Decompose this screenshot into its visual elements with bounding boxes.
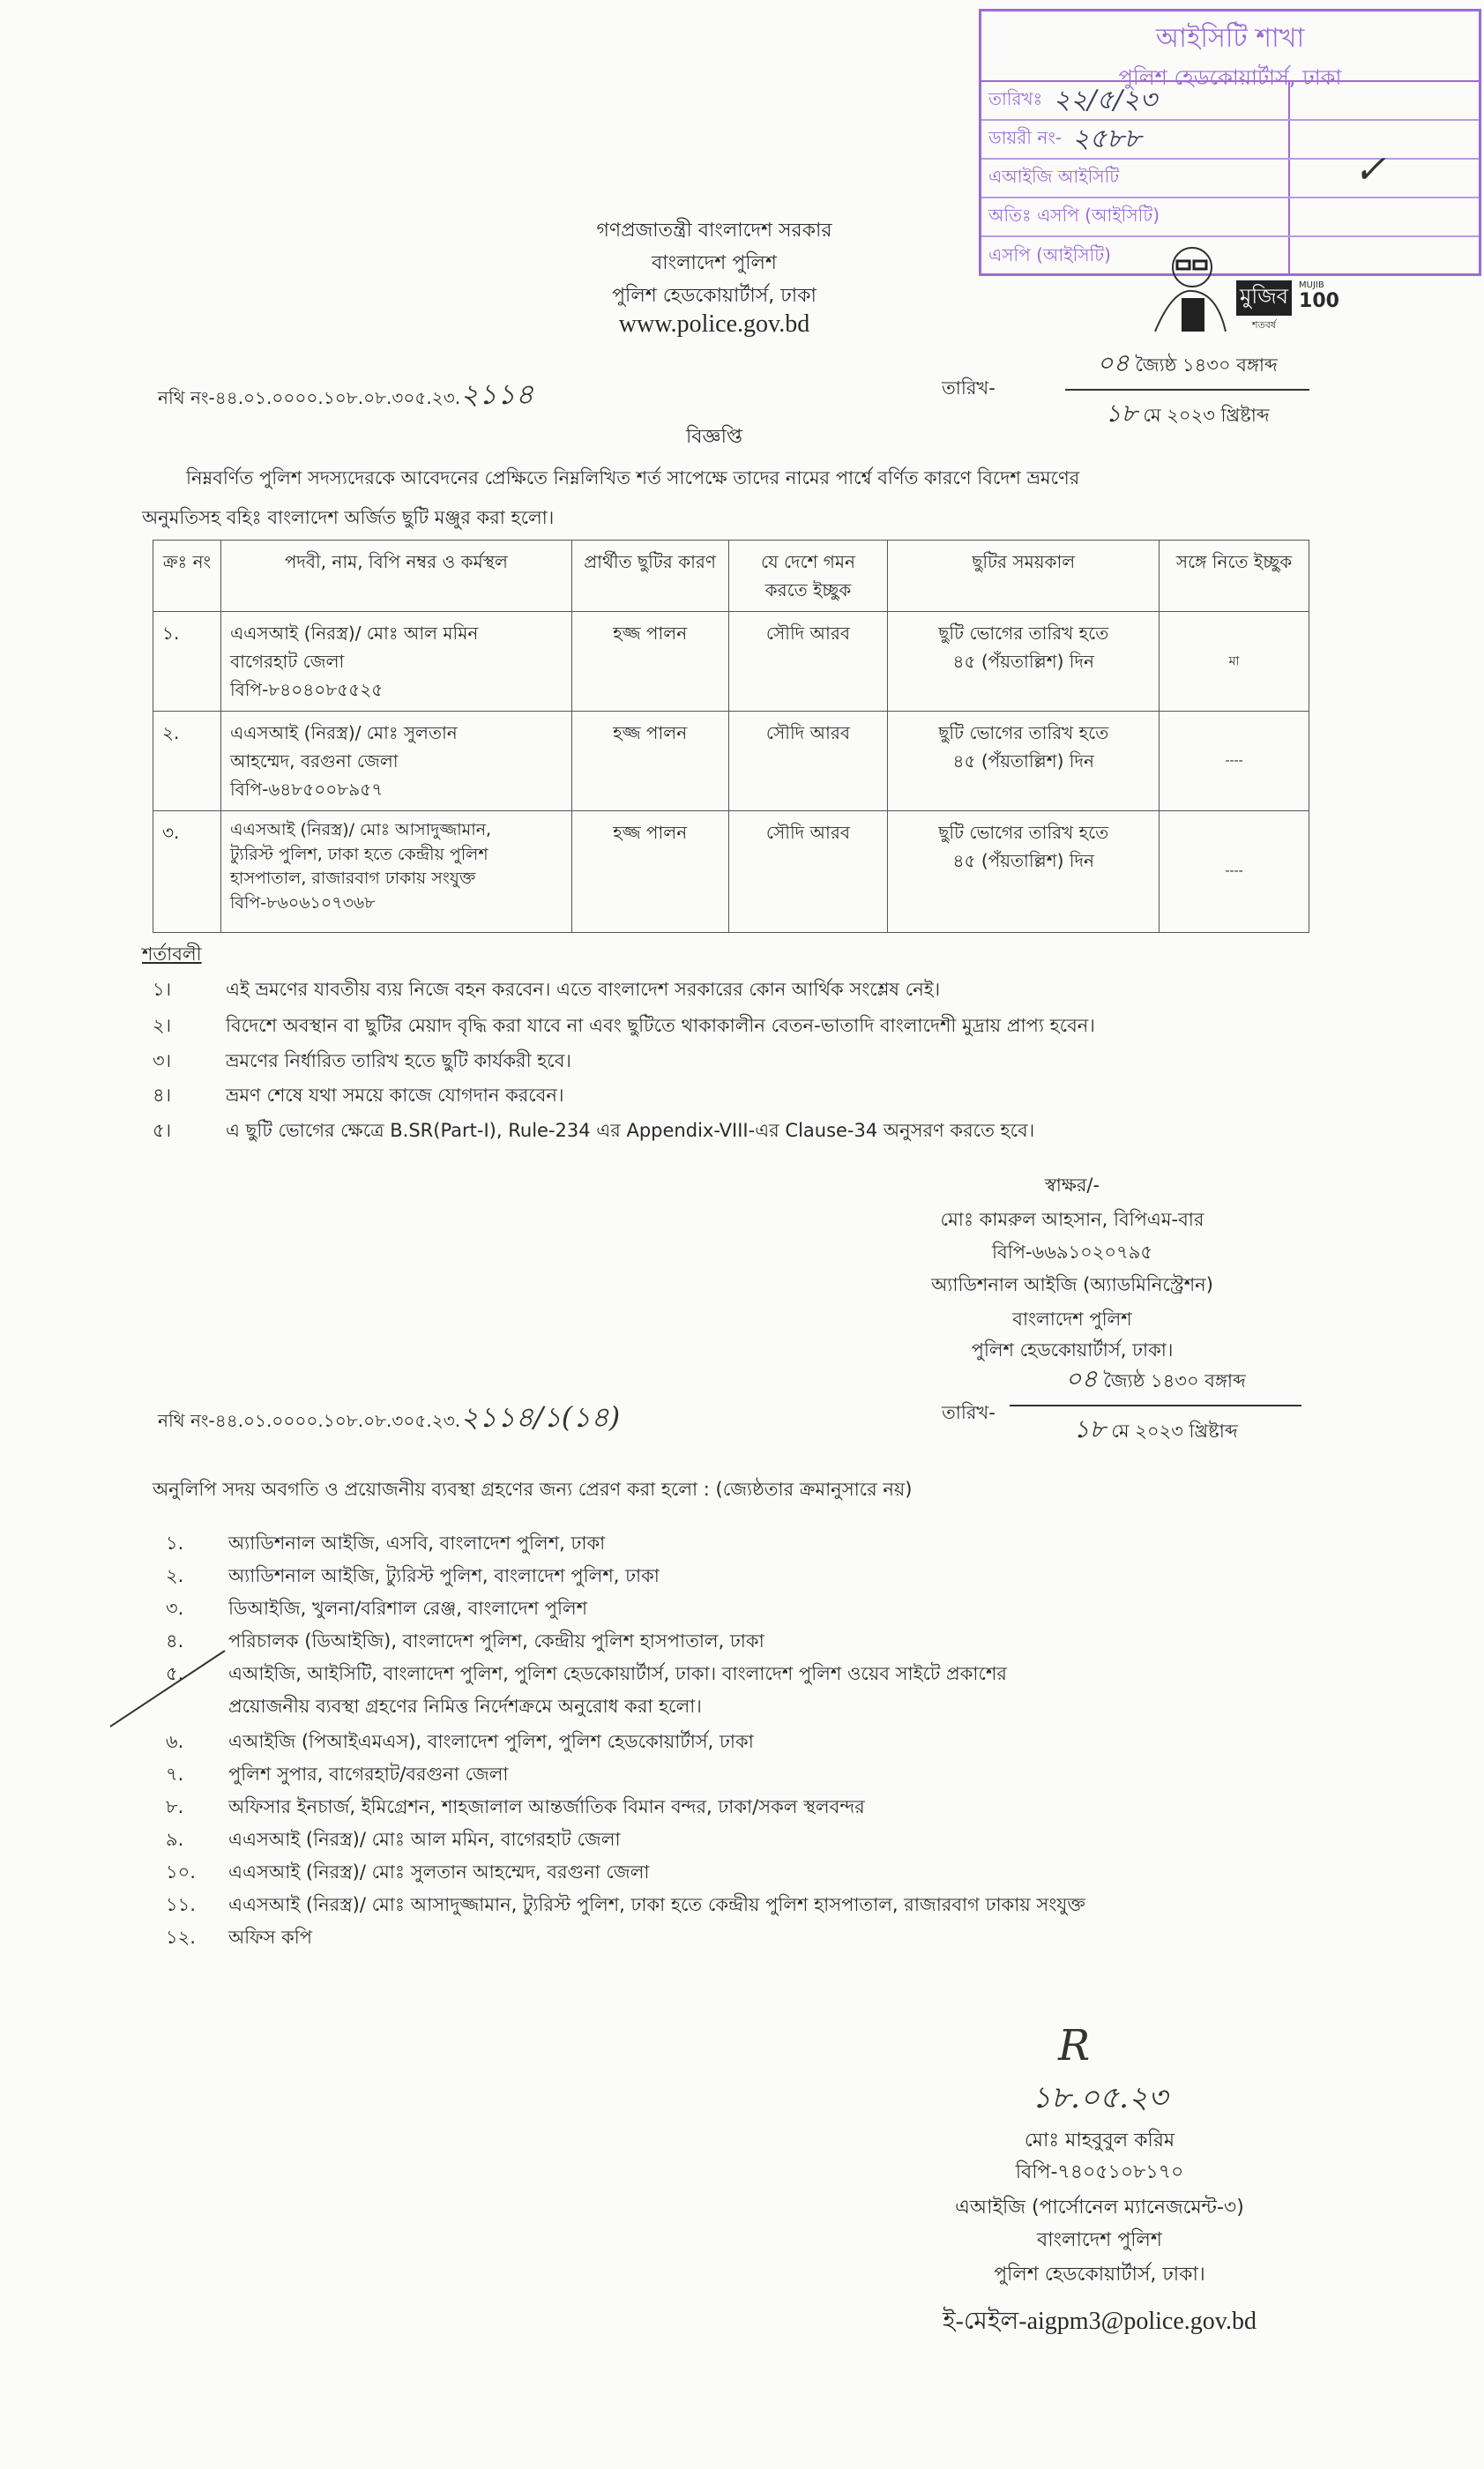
cell-reason: হজ্জ পালন — [571, 811, 728, 933]
condition-text: ভ্রমণের নির্ধারিত তারিখ হতে ছুটি কার্যকরী হবে। — [226, 1050, 571, 1071]
signatory-email[interactable]: ই-মেইল-aigpm3@police.gov.bd — [943, 2308, 1257, 2335]
stamp-handwritten-value: ২২/৫/২৩ — [1053, 85, 1158, 116]
signatory-name: মোঃ মাহবুবুল করিম — [1024, 2130, 1175, 2152]
date-gregorian: মে ২০২৩ খ্রিষ্টাব্দ — [1111, 1421, 1238, 1442]
signature-line: স্বাক্ষর/- — [1044, 1175, 1100, 1196]
copy-item-number: ৫. — [166, 1663, 184, 1684]
leave-table — [153, 540, 1309, 933]
table-row — [153, 712, 1309, 811]
col-header: ক্রঃ নং — [153, 541, 221, 612]
conditions-title: শর্তাবলী — [142, 944, 202, 965]
stamp-label: ডায়রী নং- — [988, 126, 1063, 148]
copy-item-number: ১. — [166, 1533, 184, 1554]
handwritten-initial: R — [1058, 2021, 1091, 2070]
cell-country: সৌদি আরব — [728, 612, 888, 712]
copy-item-text: এআইজি, আইসিটি, বাংলাদেশ পুলিশ, পুলিশ হেডকোয়ার্টার্স, ঢাকা। বাংলাদেশ পুলিশ ওয়েব সাইটে প্রকাশের — [228, 1663, 1007, 1684]
person-line: এএসআই (নিরস্ত্র)/ মোঃ আল মমিন — [229, 623, 479, 644]
handwritten-day: ১৮ — [1105, 399, 1137, 428]
copy-item-number: ৭. — [166, 1764, 184, 1785]
memo2-reference — [158, 1395, 620, 1443]
header-website: www.police.gov.bd — [618, 310, 810, 338]
notice-title: বিজ্ঞপ্তি — [686, 426, 742, 448]
signatory-org: বাংলাদেশ পুলিশ — [1012, 1309, 1132, 1330]
memo-date — [1065, 344, 1309, 436]
person-line: আহম্মেদ, বরগুনা জেলা — [229, 750, 399, 772]
copy-item-text: এএসআই (নিরস্ত্র)/ মোঃ আসাদুজ্জামান, ট্যুরিস্ট পুলিশ, ঢাকা হতে কেন্দ্রীয় পুলিশ হাসপাতাল, রাজারবাগ ঢাকায় সংযুক্ত — [228, 1894, 1085, 1915]
cell-country: সৌদি আরব — [728, 712, 888, 811]
handwritten-day: ০৪ — [1065, 1364, 1098, 1393]
copy-item-text: পরিচালক (ডিআইজি), বাংলাদেশ পুলিশ, কেন্দ্রীয় পুলিশ হাসপাতাল, ঢাকা — [228, 1630, 764, 1652]
handwritten-number: ২১১৪/১(১৪) — [460, 1400, 621, 1434]
table-header-row — [153, 541, 1309, 612]
handwritten-day: ১৮ — [1073, 1414, 1106, 1443]
cell-person — [220, 811, 571, 933]
copy-item-number: ৯. — [166, 1829, 184, 1850]
logo-text: মুজিব — [1236, 280, 1292, 316]
cell-companion: ---- — [1160, 712, 1309, 811]
condition-number: ৩। — [153, 1050, 172, 1071]
cell-period — [888, 612, 1160, 712]
copy-item-number: ২. — [166, 1565, 184, 1586]
condition-number: ১। — [153, 979, 172, 1000]
copy-item-text-cont: প্রয়োজনীয় ব্যবস্থা গ্রহণের নিমিত্ত নির্দেশক্রমে অনুরোধ করা হলো। — [228, 1696, 702, 1717]
copy-item-number: ৪. — [166, 1630, 184, 1652]
signatory-office: পুলিশ হেডকোয়ার্টার্স, ঢাকা। — [994, 2264, 1205, 2286]
condition-text: এ ছুটি ভোগের ক্ষেত্রে B.SR(Part-I), Rule-234 এর Appendix-VIII-এর Clause-34 অনুসরণ করতে হবে। — [226, 1120, 1035, 1141]
stamp-label: তারিখঃ — [988, 87, 1043, 109]
copy-item-number: ১২. — [166, 1927, 196, 1948]
header-police: বাংলাদেশ পুলিশ — [652, 252, 777, 274]
signatory-designation: এআইজি (পার্সোনেল ম্যানেজমেন্ট-৩) — [955, 2197, 1244, 2219]
period-line: ছুটি ভোগের তারিখ হতে — [938, 722, 1109, 743]
cell-reason: হজ্জ পালন — [571, 612, 728, 712]
cell-companion: মা — [1160, 612, 1309, 712]
handwritten-number: ২১১৪ — [460, 377, 534, 411]
portrait-icon — [1137, 236, 1234, 333]
notice-paragraph-line2: অনুমতিসহ বহিঃ বাংলাদেশ অর্জিত ছুটি মঞ্জুর করা হলো। — [142, 507, 555, 528]
copy-item-text: অ্যাডিশনাল আইজি, এসবি, বাংলাদেশ পুলিশ, ঢাকা — [228, 1533, 606, 1554]
stamp-label: এসপি (আইসিটি) — [988, 243, 1111, 265]
handwritten-day: ০৪ — [1097, 348, 1130, 377]
memo2-date — [1010, 1360, 1301, 1451]
condition-text: এই ভ্রমণের যাবতীয় ব্যয় নিজে বহন করবেন। এতে বাংলাদেশ সরকারের কোন আর্থিক সংশ্লেষ নেই। — [226, 979, 941, 1000]
col-header: সঙ্গে নিতে ইচ্ছুক — [1160, 541, 1309, 612]
copy-item-number: ৬. — [166, 1731, 184, 1752]
handwritten-date: ১৮.০৫.২৩ — [1032, 2080, 1168, 2115]
cell-period — [888, 712, 1160, 811]
copy-item-text: এআইজি (পিআইএমএস), বাংলাদেশ পুলিশ, পুলিশ হেডকোয়ার্টার্স, ঢাকা — [228, 1731, 754, 1752]
stamp-title: আইসিটি শাখা — [1155, 23, 1305, 54]
logo-en: MUJIB — [1299, 280, 1324, 290]
signatory-bp: বিপি-৬৬৯১০২০৭৯৫ — [992, 1242, 1152, 1263]
date-label: তারিখ- — [942, 1402, 996, 1423]
person-line: হাসপাতাল, রাজারবাগ ঢাকায় সংযুক্ত — [229, 869, 476, 889]
copy-intro: অনুলিপি সদয় অবগতি ও প্রয়োজনীয় ব্যবস্থা গ্রহণের জন্য প্রেরণ করা হলো : (জ্যেষ্ঠতার ক্রমানুসারে নয়) — [153, 1479, 913, 1500]
signatory-bp: বিপি-৭৪০৫১০৮১৭০ — [1015, 2161, 1184, 2183]
cell-reason: হজ্জ পালন — [571, 712, 728, 811]
copy-item-number: ৮. — [166, 1796, 184, 1817]
period-line: ৪৫ (পঁয়তাল্লিশ) দিন — [952, 750, 1094, 772]
condition-text: বিদেশে অবস্থান বা ছুটির মেয়াদ বৃদ্ধি করা যাবে না এবং ছুটিতে থাকাকালীন বেতন-ভাতাদি বাংলাদেশী মুদ্রায় প্রাপ্য হবেন। — [226, 1015, 1095, 1036]
person-line: ট্যুরিস্ট পুলিশ, ঢাকা হতে কেন্দ্রীয় পুলিশ — [229, 844, 488, 864]
col-header: প্রার্থীত ছুটির কারণ — [571, 541, 728, 612]
date-bangla: জ্যৈষ্ঠ ১৪৩০ বঙ্গাব্দ — [1103, 1370, 1246, 1391]
header-government: গণপ্রজাতন্ত্রী বাংলাদেশ সরকার — [596, 220, 832, 242]
period-line: ছুটি ভোগের তারিখ হতে — [938, 623, 1109, 644]
col-header: ছুটির সময়কাল — [888, 541, 1160, 612]
cell-sl: ২. — [153, 712, 221, 811]
cell-sl: ৩. — [153, 811, 221, 933]
copy-item-text: এএসআই (নিরস্ত্র)/ মোঃ আল মমিন, বাগেরহাট জেলা — [228, 1829, 621, 1850]
cell-person — [220, 712, 571, 811]
memo-reference — [158, 372, 533, 420]
condition-number: ৪। — [153, 1085, 172, 1106]
signatory-name: মোঃ কামরুল আহসান, বিপিএম-বার — [940, 1209, 1204, 1230]
cell-sl: ১. — [153, 612, 221, 712]
copy-item-number: ১০. — [166, 1861, 196, 1883]
signatory-designation: অ্যাডিশনাল আইজি (অ্যাডমিনিস্ট্রেশন) — [931, 1274, 1213, 1295]
col-header: যে দেশে গমন করতে ইচ্ছুক — [728, 541, 888, 612]
copy-item-text: অফিসার ইনচার্জ, ইমিগ্রেশন, শাহজালাল আন্তর্জাতিক বিমান বন্দর, ঢাকা/সকল স্থলবন্দর — [228, 1796, 865, 1817]
pen-stroke-mark — [106, 1649, 229, 1728]
person-line: বিপি-৮৪০৪০৮৫৫২৫ — [229, 679, 384, 700]
stamp-handwritten-value: ২৫৮৮ — [1072, 123, 1142, 154]
cell-country: সৌদি আরব — [728, 811, 888, 933]
table-row — [153, 612, 1309, 712]
copy-item-number: ১১. — [166, 1894, 196, 1915]
copy-item-number: ৩. — [166, 1598, 184, 1619]
copy-item-text: অ্যাডিশনাল আইজি, ট্যুরিস্ট পুলিশ, বাংলাদেশ পুলিশ, ঢাকা — [228, 1565, 660, 1586]
col-header: পদবী, নাম, বিপি নম্বর ও কর্মস্থল — [220, 541, 571, 612]
date-label: তারিখ- — [942, 377, 996, 399]
stamp-label: অতিঃ এসপি (আইসিটি) — [988, 204, 1160, 226]
reference-number: নথি নং-৪৪.০১.০০০০.১০৮.০৮.৩০৫.২৩. — [158, 387, 461, 408]
period-line: ৪৫ (পঁয়তাল্লিশ) দিন — [952, 850, 1094, 871]
person-line: বাগেরহাট জেলা — [229, 651, 345, 672]
header-hq: পুলিশ হেডকোয়ার্টার্স, ঢাকা — [612, 285, 817, 307]
table-row — [153, 811, 1309, 933]
check-mark-icon: ✓ — [1353, 147, 1386, 192]
cell-person — [220, 612, 571, 712]
date-gregorian: মে ২০২৩ খ্রিষ্টাব্দ — [1143, 405, 1270, 426]
condition-number: ৫। — [153, 1120, 172, 1141]
stamp-subtitle: পুলিশ হেডকোয়ার্টার্স, ঢাকা — [1118, 65, 1342, 90]
stamp-label: এআইজি আইসিটি — [988, 165, 1120, 187]
condition-number: ২। — [153, 1015, 172, 1036]
copy-item-text: অফিস কপি — [228, 1927, 313, 1948]
period-line: ৪৫ (পঁয়তাল্লিশ) দিন — [952, 651, 1094, 672]
cell-period — [888, 811, 1160, 933]
person-line: বিপি-৮৬০৬১০৭৩৬৮ — [229, 892, 376, 913]
signatory-org: বাংলাদেশ পুলিশ — [1037, 2229, 1162, 2251]
reference-number: নথি নং-৪৪.০১.০০০০.১০৮.০৮.৩০৫.২৩. — [158, 1410, 461, 1431]
signatory-office: পুলিশ হেডকোয়ার্টার্স, ঢাকা। — [971, 1339, 1174, 1361]
person-line: বিপি-৬৪৮৫০০৮৯৫৭ — [229, 779, 384, 800]
cell-companion: ---- — [1160, 811, 1309, 933]
period-line: ছুটি ভোগের তারিখ হতে — [938, 822, 1109, 843]
notice-paragraph-line1: নিম্নবর্ণিত পুলিশ সদস্যদেরকে আবেদনের প্রেক্ষিতে নিম্নলিখিত শর্ত সাপেক্ষে তাদের নামের পার্শ্বে বর্ণিত কারণে বিদেশ ভ্রমণের — [186, 467, 1080, 489]
logo-number: 100 — [1299, 290, 1339, 312]
person-line: এএসআই (নিরস্ত্র)/ মোঃ সুলতান — [229, 722, 458, 743]
person-line: এএসআই (নিরস্ত্র)/ মোঃ আসাদুজ্জামান, — [229, 820, 492, 839]
copy-item-text: পুলিশ সুপার, বাগেরহাট/বরগুনা জেলা — [228, 1764, 509, 1785]
condition-text: ভ্রমণ শেষে যথা সময়ে কাজে যোগদান করবেন। — [226, 1085, 564, 1106]
copy-item-text: এএসআই (নিরস্ত্র)/ মোঃ সুলতান আহম্মেদ, বরগুনা জেলা — [228, 1861, 650, 1883]
date-bangla: জ্যৈষ্ঠ ১৪৩০ বঙ্গাব্দ — [1135, 354, 1278, 376]
logo-sub: শতবর্ষ — [1252, 319, 1276, 331]
copy-item-text: ডিআইজি, খুলনা/বরিশাল রেঞ্জ, বাংলাদেশ পুলিশ — [228, 1598, 588, 1619]
